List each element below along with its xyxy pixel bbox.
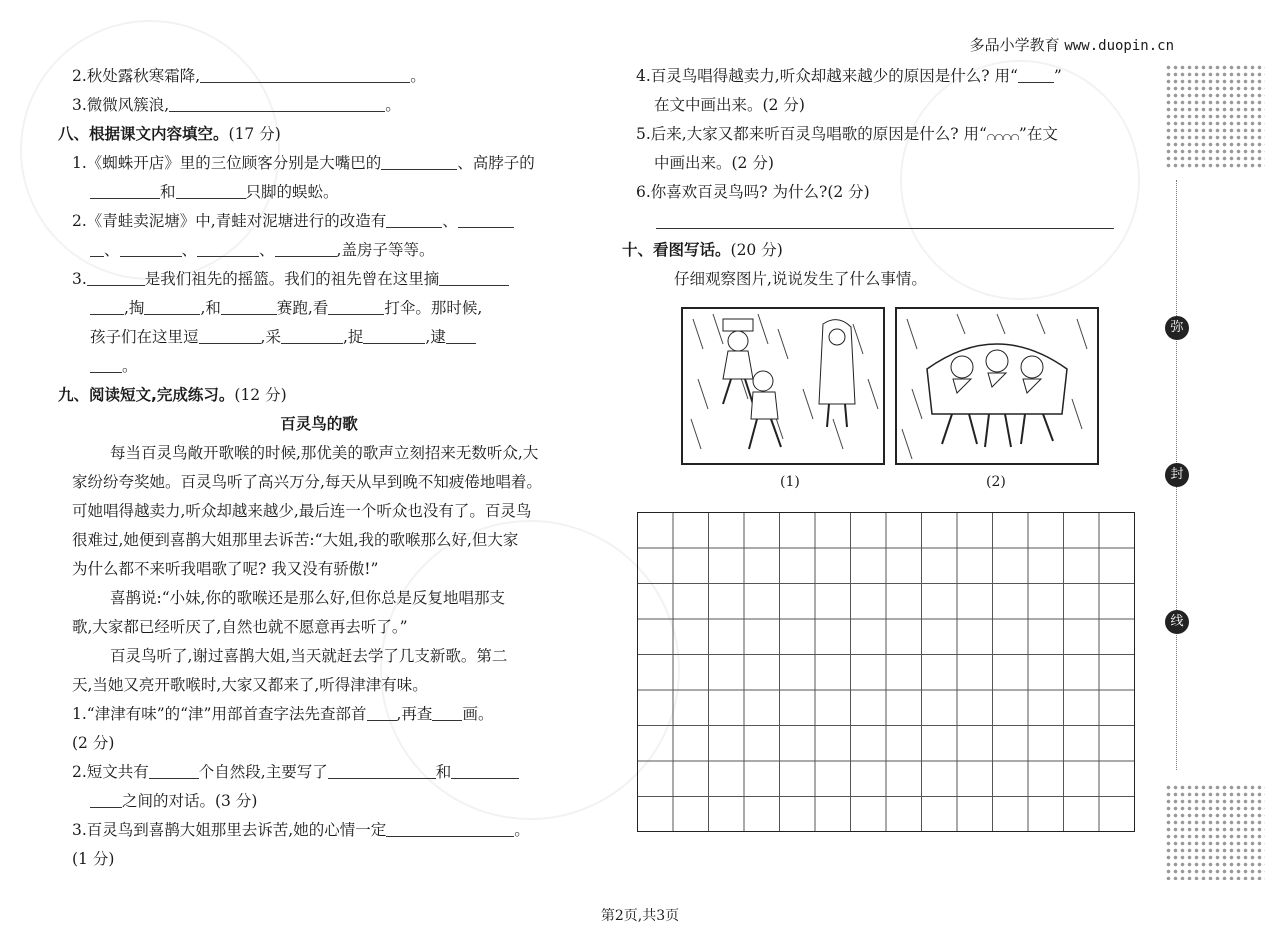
picture-1-caption: (1) (780, 474, 800, 490)
passage-line: 歌,大家都已经听厌了,自然也就不愿意再去听了。” (72, 618, 408, 636)
question-8-1-cont: 和 只脚的蜈蚣。 (58, 178, 580, 207)
brand-site: www.duopin.cn (1064, 38, 1174, 54)
question-9-1-points: (2 分) (72, 734, 115, 752)
question-9-5: 5.后来,大家又都来听百灵鸟唱歌的原因是什么? 用“ ”在文 (636, 125, 1058, 143)
answer-blank[interactable] (149, 761, 199, 779)
rain-scene-illustration-2 (897, 309, 1097, 463)
answer-blank[interactable] (281, 326, 343, 344)
question-9-3: 3.百灵鸟到喜鹊大姐那里去诉苦,她的心情一定 。 (72, 821, 530, 839)
answer-blank[interactable] (275, 239, 337, 257)
picture-1 (681, 307, 885, 465)
answer-blank[interactable] (458, 210, 514, 228)
answer-line[interactable] (656, 228, 1114, 229)
question-9-6: 6.你喜欢百灵鸟吗? 为什么?(2 分) (636, 183, 870, 201)
answer-blank[interactable] (381, 152, 457, 170)
answer-blank[interactable] (144, 297, 200, 315)
answer-blank[interactable] (451, 761, 519, 779)
straight-line-mark (1018, 65, 1054, 83)
left-column (58, 62, 580, 874)
question-9-1: 1.“津津有味”的“津”用部首查字法先查部首 ,再查 画。 (72, 705, 494, 723)
answer-blank[interactable] (90, 239, 104, 257)
question-8-2: 2.《青蛙卖泥塘》中,青蛙对泥塘进行的改造有 、 (58, 207, 580, 236)
question-9-5-cont: 中画出来。(2 分) (654, 154, 774, 172)
answer-blank[interactable] (328, 297, 384, 315)
passage-line: 百灵鸟听了,谢过喜鹊大姐,当天就赶去学了几支新歌。第二 (110, 647, 508, 665)
binding-char: 线 (1165, 610, 1189, 634)
question-8-3-cont2: 孩子们在这里逗 ,采 ,捉 ,逮 (58, 323, 580, 352)
answer-blank[interactable] (386, 819, 514, 837)
passage-line: 喜鹊说:“小妹,你的歌喉还是那么好,但你总是反复地唱那支 (110, 589, 506, 607)
section-8-title: 八、根据课文内容填空。(17 分) (58, 125, 281, 143)
question-10-prompt: 仔细观察图片,说说发生了什么事情。 (674, 270, 927, 288)
answer-blank[interactable] (199, 326, 261, 344)
answer-blank[interactable] (221, 297, 277, 315)
question-8-3-cont: ,掏 ,和 赛跑,看 打伞。那时候, (58, 294, 580, 323)
passage-title: 百灵鸟的歌 (280, 415, 358, 433)
passage-line: 家纷纷夸奖她。百灵鸟听了高兴万分,每天从早到晚不知疲倦地唱着。 (72, 473, 542, 491)
passage-line: 天,当她又亮开歌喉时,大家又都来了,听得津津有味。 (72, 676, 428, 694)
right-column (622, 62, 1117, 294)
wavy-line-mark (987, 126, 1019, 140)
answer-blank[interactable] (328, 761, 436, 779)
answer-blank[interactable] (200, 65, 410, 83)
question-9-2: 2.短文共有 个自然段,主要写了 和 (58, 758, 580, 787)
spacer (622, 207, 1117, 236)
header (970, 34, 1174, 55)
question-8-3-cont3: 。 (58, 352, 580, 381)
question-9-4: 4.百灵鸟唱得越卖力,听众却越来越少的原因是什么? 用“ ” (636, 67, 1062, 85)
section-10-title: 十、看图写话。(20 分) (622, 241, 783, 259)
answer-blank[interactable] (386, 210, 442, 228)
answer-blank[interactable] (439, 268, 509, 286)
writing-grid[interactable] (637, 512, 1135, 832)
answer-blank[interactable] (432, 703, 462, 721)
answer-blank[interactable] (90, 790, 122, 808)
answer-blank[interactable] (90, 297, 124, 315)
question-7-2: 2.秋处露秋寒霜降, 。 (72, 67, 426, 85)
question-8-3: 3. 是我们祖先的摇篮。我们的祖先曾在这里摘 (58, 265, 580, 294)
answer-blank[interactable] (197, 239, 259, 257)
answer-blank[interactable] (176, 181, 246, 199)
brand-name: 多品小学教育 (969, 36, 1060, 54)
picture-2 (895, 307, 1099, 465)
question-9-2-cont: 之间的对话。(3 分) (58, 787, 580, 816)
answer-blank[interactable] (90, 355, 122, 373)
binding-char: 弥 (1165, 316, 1189, 340)
section-9-title: 九、阅读短文,完成练习。(12 分) (58, 386, 287, 404)
passage-line: 很难过,她便到喜鹊大姐那里去诉苦:“大姐,我的歌喉那么好,但大家 (72, 531, 519, 549)
question-7-3: 3.微微风簇浪, 。 (72, 96, 401, 114)
passage-line: 可她唱得越卖力,听众却越来越少,最后连一个听众也没有了。百灵鸟 (72, 502, 532, 520)
answer-blank[interactable] (446, 326, 476, 344)
picture-2-caption: (2) (986, 474, 1006, 490)
question-8-1: 1.《蜘蛛开店》里的三位顾客分别是大嘴巴的 、高脖子的 (72, 154, 535, 172)
answer-blank[interactable] (87, 268, 145, 286)
question-9-3-points: (1 分) (72, 850, 115, 868)
answer-blank[interactable] (363, 326, 425, 344)
binding-char: 封 (1165, 463, 1189, 487)
rain-scene-illustration-1 (683, 309, 883, 463)
passage-line: 每当百灵鸟敞开歌喉的时候,那优美的歌声立刻招来无数听众,大 (110, 444, 539, 462)
passage-line: 为什么都不来听我唱歌了呢? 我又没有骄傲!” (72, 560, 379, 578)
dot-pattern (1165, 784, 1265, 880)
answer-blank[interactable] (120, 239, 182, 257)
answer-blank[interactable] (90, 181, 160, 199)
question-8-2-cont: 、 、 、 ,盖房子等等。 (58, 236, 580, 265)
page-footer: 第2页,共3页 (600, 908, 680, 924)
answer-blank[interactable] (169, 94, 385, 112)
answer-blank[interactable] (367, 703, 397, 721)
dot-pattern (1165, 64, 1265, 170)
question-9-4-cont: 在文中画出来。(2 分) (654, 96, 805, 114)
